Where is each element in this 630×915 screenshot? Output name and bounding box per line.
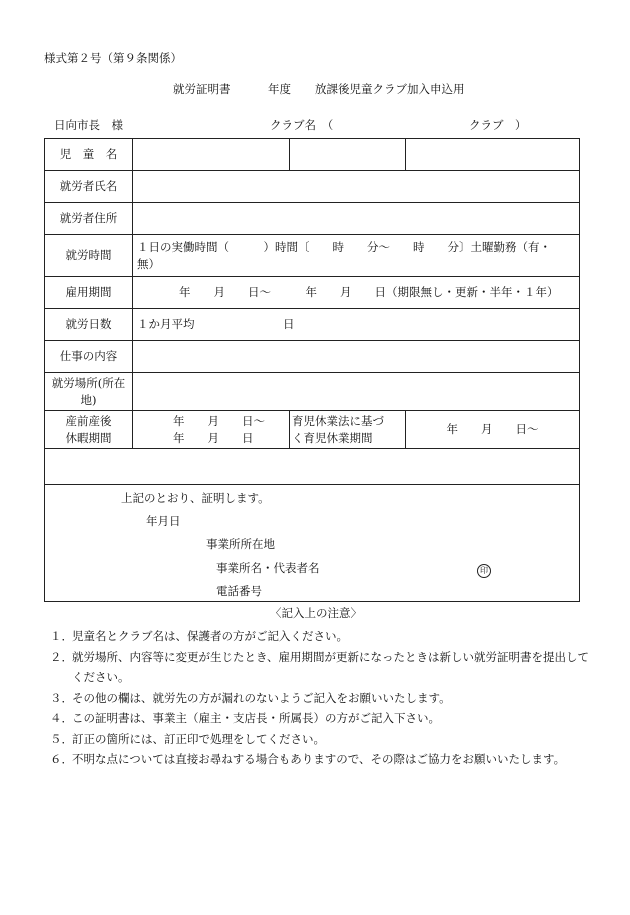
work-days-field[interactable] xyxy=(133,309,580,341)
work-days-row xyxy=(45,309,580,341)
note-text: この証明書は、事業主（雇主・支店長・所属長）の方がご記入下さい。 xyxy=(72,711,440,725)
work-hours-label: 就労時間 xyxy=(45,235,133,277)
child-name-field-3[interactable] xyxy=(406,139,580,171)
maternity-leave-to: 年 月 日 xyxy=(173,430,254,445)
note-number: ２． xyxy=(50,649,73,664)
certification-date[interactable]: 年月日 xyxy=(146,514,181,528)
employment-period-field[interactable]: 年 月 日～ 年 月 日（期限無し・更新・半年・１年） xyxy=(133,277,580,309)
notes-title: 〈記入上の注意〉 xyxy=(270,606,362,620)
workplace-row xyxy=(45,373,580,411)
blank-row xyxy=(45,449,580,485)
maternity-leave-from: 年 月 日～ xyxy=(173,413,265,428)
employment-period-row xyxy=(45,277,580,309)
notes-list xyxy=(50,626,590,770)
note-text: 訂正の箇所には、訂正印で処理をしてください。 xyxy=(72,731,325,746)
maternity-leave-label-line-1: 産前産後 xyxy=(65,413,112,428)
note-text: その他の欄は、就労先の方が漏れのないようご記入をお願いいたします。 xyxy=(72,690,451,705)
work-hours-line-1: １日の実働時間（ ）時間〔 時 分～ 時 分〕土曜勤務（有・ xyxy=(137,239,551,254)
workplace-field[interactable] xyxy=(133,373,580,411)
leave-row xyxy=(45,411,580,449)
note-number: ５． xyxy=(50,731,73,746)
work-hours-row xyxy=(45,235,580,277)
child-name-field-2[interactable] xyxy=(290,139,406,171)
office-name-label[interactable]: 事業所名・代表者名 xyxy=(216,561,320,575)
note-item xyxy=(50,708,590,729)
childcare-leave-label xyxy=(290,411,406,449)
note-item xyxy=(50,749,590,770)
job-content-row xyxy=(45,341,580,373)
worker-address-field[interactable] xyxy=(133,203,580,235)
note-text: 就労場所、内容等に変更が生じたとき、雇用期間が更新になったときは新しい就労証明書を提出してください。 xyxy=(72,649,590,684)
childcare-leave-label-line-2: く育児休業期間 xyxy=(292,430,373,445)
child-name-row xyxy=(45,139,580,171)
note-number: ４． xyxy=(50,711,73,725)
childcare-leave-field[interactable]: 年 月 日～ xyxy=(406,411,580,449)
certificate-form-table xyxy=(44,138,580,602)
form-title: 就労証明書 xyxy=(173,82,231,96)
maternity-leave-label xyxy=(45,411,133,449)
club-name-label: クラブ名 （ xyxy=(270,118,334,132)
employment-period-label: 雇用期間 xyxy=(45,277,133,309)
phone-label[interactable]: 電話番号 xyxy=(216,584,262,598)
work-days-label: 就労日数 xyxy=(45,309,133,341)
maternity-leave-field[interactable] xyxy=(133,411,290,449)
child-name-field-1[interactable] xyxy=(133,139,290,171)
work-days-unit: 日 xyxy=(283,317,295,331)
work-hours-line-2: 無） xyxy=(137,256,160,271)
note-number: ６． xyxy=(50,752,73,766)
note-text: 児童名とクラブ名は、保護者の方がご記入ください。 xyxy=(72,629,348,643)
job-content-label: 仕事の内容 xyxy=(45,341,133,373)
certification-text: 上記のとおり、証明します。 xyxy=(121,491,270,505)
office-address-label[interactable]: 事業所所在地 xyxy=(206,537,275,551)
workplace-label-line-2: 地) xyxy=(80,392,97,407)
form-title-year: 年度 xyxy=(268,82,291,96)
note-item xyxy=(50,729,590,750)
form-number: 様式第２号（第９条関係） xyxy=(44,51,182,65)
seal-icon xyxy=(477,561,491,578)
seal-mark: 印 xyxy=(477,564,491,578)
childcare-leave-label-line-1: 育児休業法に基づ xyxy=(292,413,384,428)
note-item xyxy=(50,626,590,647)
workplace-label xyxy=(45,373,133,411)
worker-address-label: 就労者住所 xyxy=(45,203,133,235)
certification-row xyxy=(45,485,580,602)
child-name-label: 児 童 名 xyxy=(45,139,133,171)
note-text: 不明な点については直接お尋ねする場合もありますので、その際はご協力をお願いいたします。 xyxy=(72,752,566,766)
form-title-purpose: 放課後児童クラブ加入申込用 xyxy=(315,82,465,96)
worker-name-field[interactable] xyxy=(133,171,580,203)
worker-name-label: 就労者氏名 xyxy=(45,171,133,203)
job-content-field[interactable] xyxy=(133,341,580,373)
club-name-suffix: クラブ ） xyxy=(469,118,527,132)
work-hours-field[interactable] xyxy=(133,235,580,277)
maternity-leave-label-line-2: 休暇期間 xyxy=(65,430,112,445)
note-item xyxy=(50,688,590,709)
worker-address-row xyxy=(45,203,580,235)
addressee: 日向市長 様 xyxy=(54,118,123,132)
certification-block xyxy=(45,485,580,602)
note-number: ３． xyxy=(50,690,73,705)
note-number: １． xyxy=(50,629,73,643)
worker-name-row xyxy=(45,171,580,203)
blank-field[interactable] xyxy=(45,449,580,485)
work-days-prefix: １か月平均 xyxy=(137,317,195,331)
note-item xyxy=(50,647,590,688)
workplace-label-line-1: 就労場所(所在 xyxy=(51,375,126,390)
